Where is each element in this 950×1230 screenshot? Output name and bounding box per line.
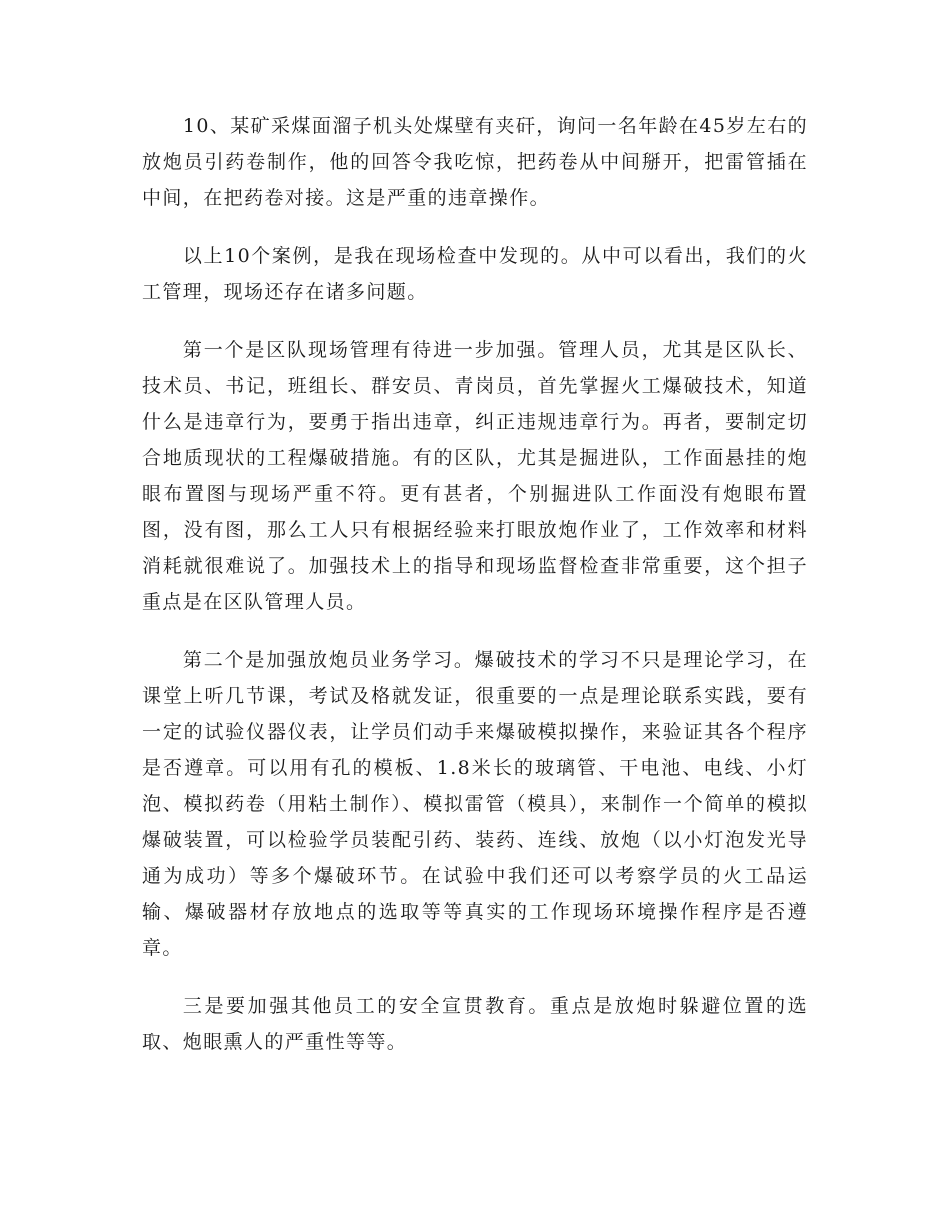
- paragraph-point-three: 三是要加强其他员工的安全宣贯教育。重点是放炮时躲避位置的选取、炮眼熏人的严重性等等。: [142, 995, 808, 1053]
- paragraph-case-10: 10、某矿采煤面溜子机头处煤壁有夹矸，询问一名年龄在45岁左右的放炮员引药卷制作，他的回答令我吃惊，把药卷从中间掰开，把雷管插在中间，在把药卷对接。这是严重的违章操作。: [142, 115, 808, 209]
- paragraph-point-one: 第一个是区队现场管理有待进一步加强。管理人员，尤其是区队长、技术员、书记，班组长、群安员、青岗员，首先掌握火工爆破技术，知道什么是违章行为，要勇于指出违章，纠正违规违章行为。再者，要制定切合地质现状的工程爆破措施。有的区队，尤其是掘进队，工作面悬挂的炮眼布置图与现场严重不符。更有甚者，个别掘进队工作面没有炮眼布置图，没有图，那么工人只有根据经验来打眼放炮作业了，工作效率和材料消耗就很难说了。加强技术上的指导和现场监督检查非常重要，这个担子重点是在区队管理人员。: [142, 339, 808, 613]
- paragraph-point-two: 第二个是加强放炮员业务学习。爆破技术的学习不只是理论学习，在课堂上听几节课，考试及格就发证，很重要的一点是理论联系实践，要有一定的试验仪器仪表，让学员们动手来爆破模拟操作，来验证其各个程序是否遵章。可以用有孔的模板、1.8米长的玻璃管、干电池、电线、小灯泡、模拟药卷（用粘土制作）、模拟雷管（模具），来制作一个简单的模拟爆破装置，可以检验学员装配引药、装药、连线、放炮（以小灯泡发光导通为成功）等多个爆破环节。在试验中我们还可以考察学员的火工品运输、爆破器材存放地点的选取等等真实的工作现场环境操作程序是否遵章。: [142, 649, 808, 959]
- document-body: [142, 108, 808, 1082]
- paragraph-summary: 以上10个案例，是我在现场检查中发现的。从中可以看出，我们的火工管理，现场还存在诸多问题。: [142, 245, 808, 303]
